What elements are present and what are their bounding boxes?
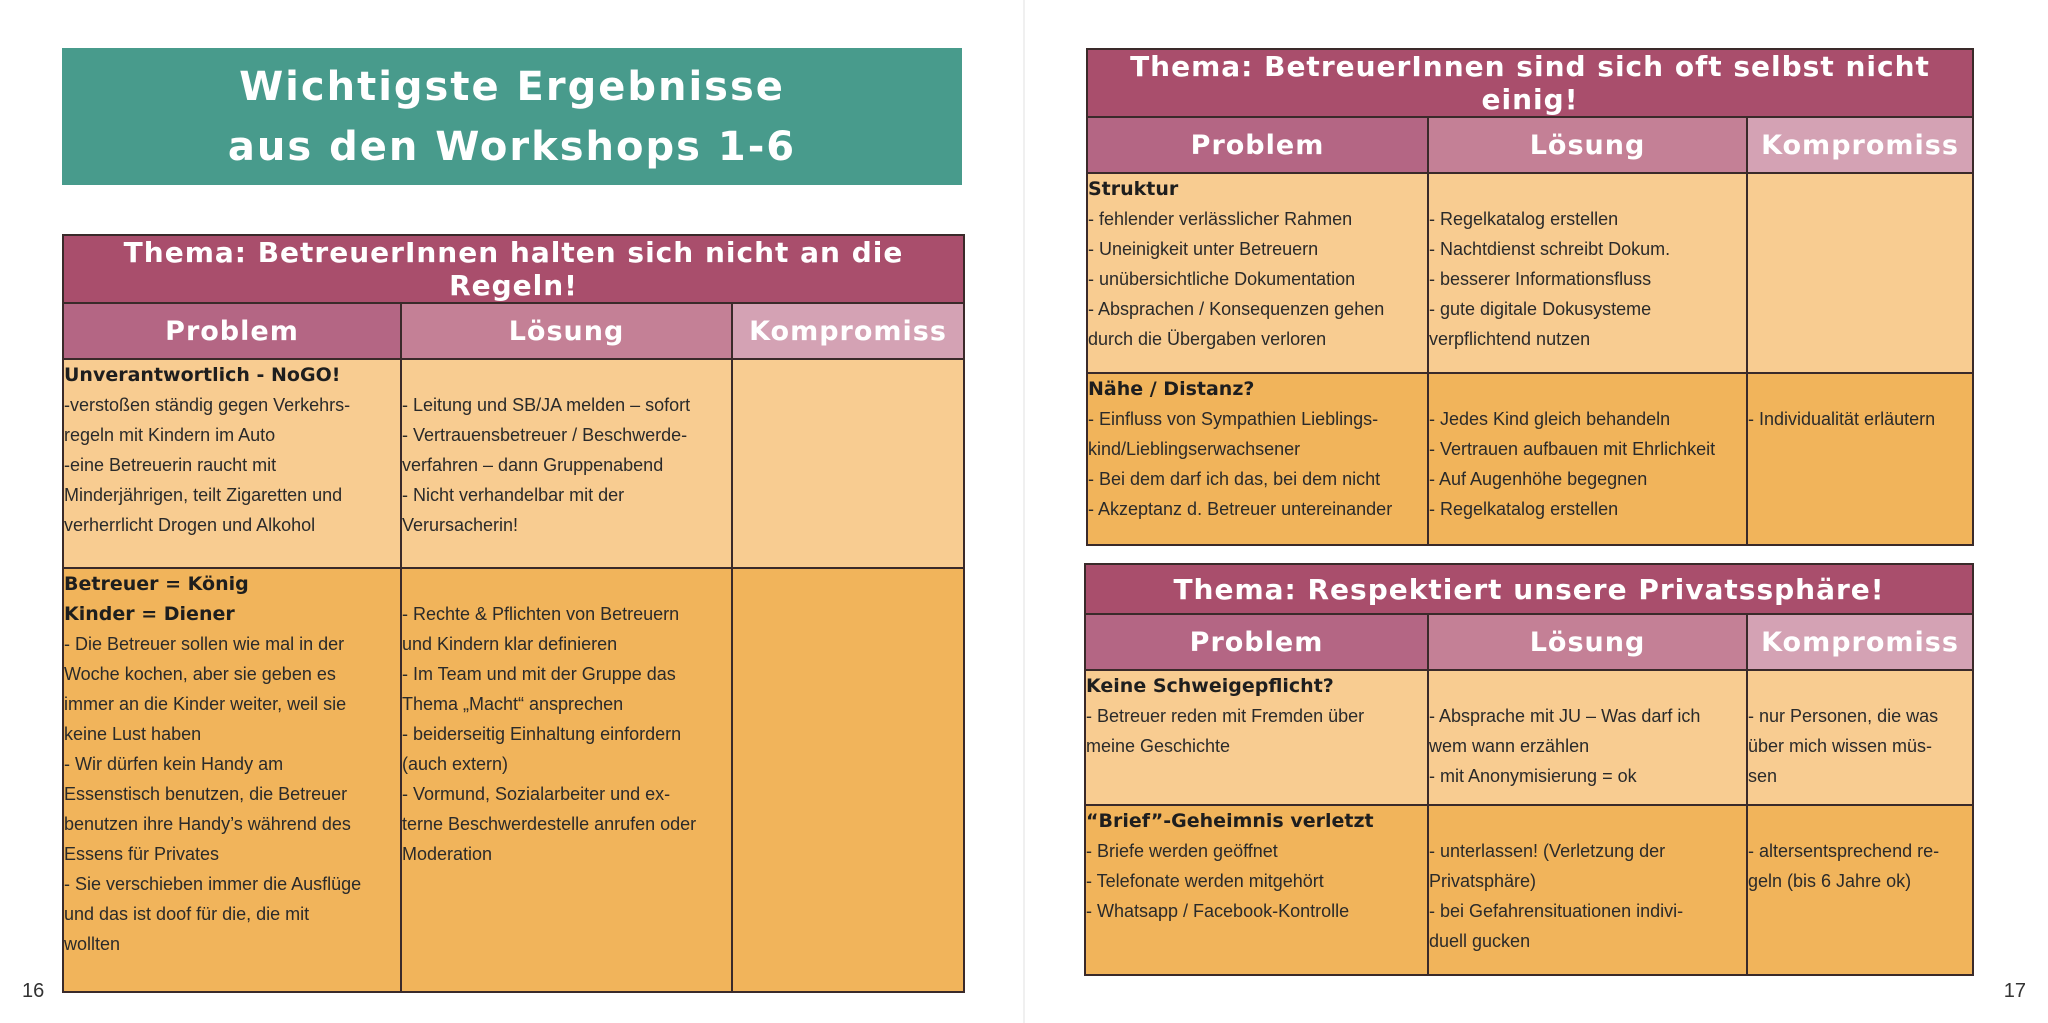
problem-line: - Briefe werden geöffnet — [1086, 841, 1278, 861]
table-row — [63, 359, 964, 568]
problem-line: -verstoßen ständig gegen Verkehrs- — [64, 395, 351, 415]
loesung-line: Moderation — [402, 844, 493, 864]
problem-cell — [1085, 805, 1428, 975]
table-row — [1085, 805, 1973, 975]
kompromiss-cell — [732, 359, 964, 568]
loesung-line: - Nachtdienst schreibt Dokum. — [1429, 239, 1671, 259]
problem-line: keine Lust haben — [64, 724, 202, 744]
problem-line: - Telefonate werden mitgehört — [1086, 871, 1324, 891]
column-header-problem: Problem — [1085, 614, 1428, 670]
problem-title: Unverantwortlich - NoGO! — [64, 364, 341, 386]
loesung-cell — [1428, 805, 1747, 975]
loesung-line: duell gucken — [1429, 931, 1531, 951]
loesung-cell — [1428, 670, 1747, 805]
column-header-kompromiss: Kompromiss — [1747, 614, 1973, 670]
problem-line: - Einfluss von Sympathien Lieblings- — [1088, 409, 1379, 429]
loesung-line: - Jedes Kind gleich behandeln — [1429, 409, 1671, 429]
kompromiss-line: über mich wissen müs- — [1748, 736, 1933, 756]
header-line-1: Wichtigste Ergebnisse — [239, 63, 785, 110]
problem-line: - unübersichtliche Dokumentation — [1088, 269, 1356, 289]
kompromiss-line: - altersentsprechend re- — [1748, 841, 1940, 861]
problem-cell — [1087, 173, 1428, 373]
problem-line: meine Geschichte — [1086, 736, 1231, 756]
problem-line: - Betreuer reden mit Fremden über — [1086, 706, 1365, 726]
problem-title: Betreuer = König — [64, 573, 249, 595]
loesung-line: - Nicht verhandelbar mit der — [402, 485, 625, 505]
loesung-line: (auch extern) — [402, 754, 509, 774]
page-number-left: 16 — [22, 980, 45, 1002]
column-header-problem: Problem — [63, 303, 401, 359]
problem-line: - Whatsapp / Facebook-Kontrolle — [1086, 901, 1350, 921]
loesung-line: - Regelkatalog erstellen — [1429, 209, 1619, 229]
column-header-kompromiss: Kompromiss — [732, 303, 964, 359]
table-theme: Thema: BetreuerInnen halten sich nicht an die Regeln! — [63, 235, 964, 303]
cell-spacer — [1429, 671, 1746, 701]
problem-line: - Bei dem darf ich das, bei dem nicht — [1088, 469, 1381, 489]
problem-line: wollten — [64, 934, 121, 954]
loesung-line: Thema „Macht“ ansprechen — [402, 694, 624, 714]
loesung-line: - bei Gefahrensituationen indivi- — [1429, 901, 1684, 921]
table-row — [1085, 670, 1973, 805]
loesung-line: verfahren – dann Gruppenabend — [402, 455, 664, 475]
problem-title: Nähe / Distanz? — [1088, 378, 1255, 400]
kompromiss-cell — [1747, 373, 1973, 545]
problem-line: Woche kochen, aber sie geben es — [64, 664, 336, 684]
cell-spacer — [1429, 174, 1746, 204]
page-number-right: 17 — [2003, 980, 2026, 1002]
problem-line: - Die Betreuer sollen wie mal in der — [64, 634, 345, 654]
kompromiss-cell — [1747, 805, 1973, 975]
table-theme: Thema: BetreuerInnen sind sich oft selbst nicht einig! — [1087, 49, 1973, 117]
cell-spacer — [1429, 806, 1746, 836]
loesung-line: - gute digitale Dokusysteme — [1429, 299, 1652, 319]
table-einig — [1086, 48, 1974, 546]
loesung-line: - besserer Informationsfluss — [1429, 269, 1652, 289]
loesung-cell — [1428, 173, 1747, 373]
problem-line: und das ist doof für die, die mit — [64, 904, 310, 924]
loesung-line: - Vertrauen aufbauen mit Ehrlichkeit — [1429, 439, 1716, 459]
problem-title: “Brief”-Geheimnis verletzt — [1086, 810, 1374, 832]
cell-spacer — [1429, 374, 1746, 404]
problem-cell — [1087, 373, 1428, 545]
loesung-line: - Regelkatalog erstellen — [1429, 499, 1619, 519]
problem-line: Essens für Privates — [64, 844, 220, 864]
loesung-cell — [401, 359, 732, 568]
problem-line: - Wir dürfen kein Handy am — [64, 754, 284, 774]
loesung-line: - Auf Augenhöhe begegnen — [1429, 469, 1648, 489]
loesung-line: - beiderseitig Einhaltung einfordern — [402, 724, 682, 744]
problem-cell — [1085, 670, 1428, 805]
problem-line: - fehlender verlässlicher Rahmen — [1088, 209, 1353, 229]
page-left — [0, 0, 1023, 1023]
loesung-cell — [401, 568, 732, 992]
problem-title: Struktur — [1088, 178, 1179, 200]
column-header-problem: Problem — [1087, 117, 1428, 173]
column-header-loesung: Lösung — [1428, 614, 1747, 670]
cell-spacer — [1748, 806, 1972, 836]
page-header — [62, 48, 962, 185]
problem-line: durch die Übergaben verloren — [1088, 329, 1327, 349]
loesung-line: verpflichtend nutzen — [1429, 329, 1591, 349]
loesung-line: Verursacherin! — [402, 515, 519, 535]
loesung-line: wem wann erzählen — [1429, 736, 1590, 756]
problem-line: Minderjährigen, teilt Zigaretten und — [64, 485, 343, 505]
problem-cell — [63, 359, 401, 568]
column-header-loesung: Lösung — [1428, 117, 1747, 173]
kompromiss-cell — [1747, 670, 1973, 805]
loesung-line: - Im Team und mit der Gruppe das — [402, 664, 676, 684]
page-right — [1025, 0, 2048, 1023]
loesung-line: und Kindern klar definieren — [402, 634, 618, 654]
kompromiss-cell — [732, 568, 964, 992]
loesung-line: - mit Anonymisierung = ok — [1429, 766, 1637, 786]
loesung-line: - Vertrauensbetreuer / Beschwerde- — [402, 425, 688, 445]
problem-title: Kinder = Diener — [64, 603, 235, 625]
table-privat — [1084, 563, 1974, 976]
cell-spacer — [1748, 374, 1972, 404]
problem-line: - Sie verschieben immer die Ausflüge — [64, 874, 362, 894]
problem-line: regeln mit Kindern im Auto — [64, 425, 276, 445]
problem-line: benutzen ihre Handy’s während des — [64, 814, 351, 834]
problem-line: -eine Betreuerin raucht mit — [64, 455, 277, 475]
cell-spacer — [402, 360, 731, 390]
kompromiss-line: sen — [1748, 766, 1778, 786]
loesung-line: - Leitung und SB/JA melden – sofort — [402, 395, 691, 415]
kompromiss-line: geln (bis 6 Jahre ok) — [1748, 871, 1912, 891]
table-row — [1087, 173, 1973, 373]
loesung-line: - Absprache mit JU – Was darf ich — [1429, 706, 1701, 726]
problem-line: immer an die Kinder weiter, weil sie — [64, 694, 347, 714]
problem-title: Keine Schweigepflicht? — [1086, 675, 1334, 697]
loesung-line: - Vormund, Sozialarbeiter und ex- — [402, 784, 671, 804]
problem-line: Essenstisch benutzen, die Betreuer — [64, 784, 348, 804]
problem-line: - Absprachen / Konsequenzen gehen — [1088, 299, 1385, 319]
kompromiss-line: - Individualität erläutern — [1748, 409, 1936, 429]
problem-cell — [63, 568, 401, 992]
table-row — [1087, 373, 1973, 545]
kompromiss-cell — [1747, 173, 1973, 373]
loesung-line: Privatsphäre) — [1429, 871, 1537, 891]
loesung-cell — [1428, 373, 1747, 545]
cell-spacer — [1748, 671, 1972, 701]
loesung-line: - unterlassen! (Verletzung der — [1429, 841, 1666, 861]
header-line-2: aus den Workshops 1-6 — [227, 123, 797, 170]
loesung-line: terne Beschwerdestelle anrufen oder — [402, 814, 697, 834]
table-theme: Thema: Respektiert unsere Privatssphäre! — [1085, 564, 1973, 614]
problem-line: - Akzeptanz d. Betreuer untereinander — [1088, 499, 1393, 519]
loesung-line: - Rechte & Pflichten von Betreuern — [402, 604, 680, 624]
column-header-loesung: Lösung — [401, 303, 732, 359]
kompromiss-line: - nur Personen, die was — [1748, 706, 1939, 726]
table-row — [63, 568, 964, 992]
problem-line: verherrlicht Drogen und Alkohol — [64, 515, 316, 535]
problem-line: kind/Lieblingserwachsener — [1088, 439, 1301, 459]
table-regeln — [62, 234, 965, 993]
cell-spacer — [402, 569, 731, 599]
column-header-kompromiss: Kompromiss — [1747, 117, 1973, 173]
problem-line: - Uneinigkeit unter Betreuern — [1088, 239, 1319, 259]
